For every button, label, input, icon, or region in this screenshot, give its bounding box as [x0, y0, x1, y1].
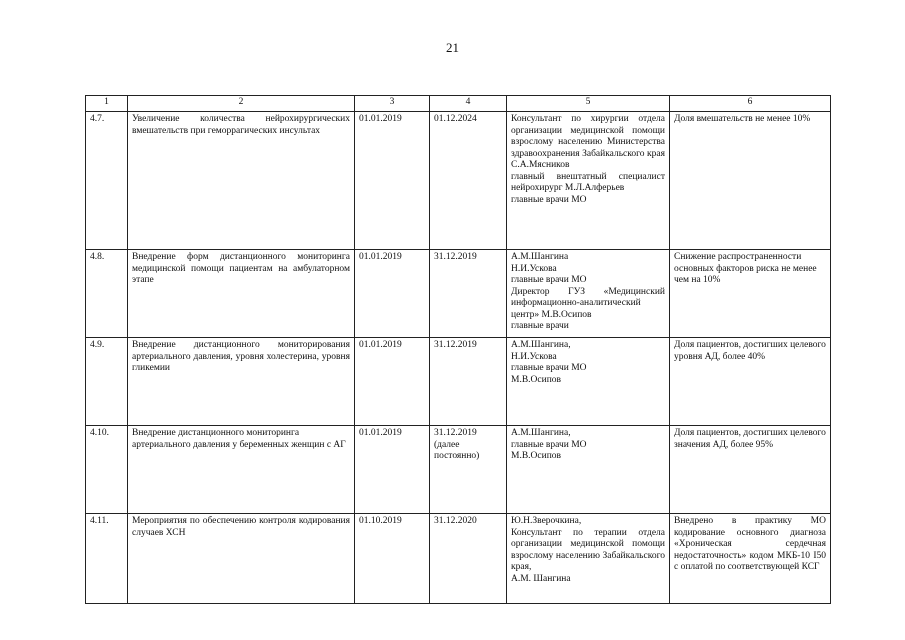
page-number: 21	[446, 40, 459, 55]
indicator-cell: Внедрено в практику МО кодирование основного диагноза «Хроническая сердечная недостаточность» кодом МКБ-10 I50 с оплатой по соответствующей КСГ	[670, 514, 831, 604]
row-number: 4.10.	[86, 426, 128, 514]
action-plan-table	[85, 95, 831, 604]
responsible-cell: А.М.Шангина Н.И.Ускова главные врачи МО Директор ГУЗ «Медицинский информационно-аналитический центр» М.В.Осипов главные врачи	[507, 250, 670, 338]
end-date-cell: 31.12.2019	[430, 338, 507, 426]
indicator-cell: Доля пациентов, достигших целевого значения АД, более 95%	[670, 426, 831, 514]
table-row	[86, 250, 831, 338]
activity-cell: Внедрение форм дистанционного мониторинга медицинской помощи пациентам на амбулаторном этапе	[128, 250, 355, 338]
row-number: 4.7.	[86, 112, 128, 250]
table-row	[86, 514, 831, 604]
start-date-cell: 01.01.2019	[355, 250, 430, 338]
column-header: 3	[355, 96, 430, 112]
end-date-cell: 31.12.2020	[430, 514, 507, 604]
table-row	[86, 338, 831, 426]
responsible-cell: А.М.Шангина, Н.И.Ускова главные врачи МО М.В.Осипов	[507, 338, 670, 426]
column-header: 5	[507, 96, 670, 112]
column-header: 6	[670, 96, 831, 112]
start-date-cell: 01.01.2019	[355, 426, 430, 514]
header-row	[86, 96, 831, 112]
table-row	[86, 112, 831, 250]
indicator-cell: Доля вмешательств не менее 10%	[670, 112, 831, 250]
column-header: 2	[128, 96, 355, 112]
end-date-cell: 01.12.2024	[430, 112, 507, 250]
end-date-cell: 31.12.2019 (далее постоянно)	[430, 426, 507, 514]
column-header: 1	[86, 96, 128, 112]
start-date-cell: 01.01.2019	[355, 338, 430, 426]
row-number: 4.9.	[86, 338, 128, 426]
end-date-cell: 31.12.2019	[430, 250, 507, 338]
activity-cell: Внедрение дистанционного мониторинга артериального давления у беременных женщин с АГ	[128, 426, 355, 514]
start-date-cell: 01.01.2019	[355, 112, 430, 250]
row-number: 4.8.	[86, 250, 128, 338]
activity-cell: Мероприятия по обеспечению контроля кодирования случаев ХСН	[128, 514, 355, 604]
column-header: 4	[430, 96, 507, 112]
responsible-cell: Ю.Н.Зверочкина, Консультант по терапии отдела организации медицинской помощи взрослому населению Забайкальского края, А.М. Шангина	[507, 514, 670, 604]
activity-cell: Внедрение дистанционного мониторирования артериального давления, уровня холестерина, уровня гликемии	[128, 338, 355, 426]
row-number: 4.11.	[86, 514, 128, 604]
table-row	[86, 426, 831, 514]
indicator-cell: Снижение распространенности основных факторов риска не менее чем на 10%	[670, 250, 831, 338]
start-date-cell: 01.10.2019	[355, 514, 430, 604]
responsible-cell: Консультант по хирургии отдела организации медицинской помощи взрослому населению Министерства здравоохранения Забайкальского края С.А.Мясников главный внештатный специалист нейрохирург М.Л.Алферьев главные врачи МО	[507, 112, 670, 250]
activity-cell: Увеличение количества нейрохирургических вмешательств при геморрагических инсультах	[128, 112, 355, 250]
responsible-cell: А.М.Шангина, главные врачи МО М.В.Осипов	[507, 426, 670, 514]
indicator-cell: Доля пациентов, достигших целевого уровня АД, более 40%	[670, 338, 831, 426]
